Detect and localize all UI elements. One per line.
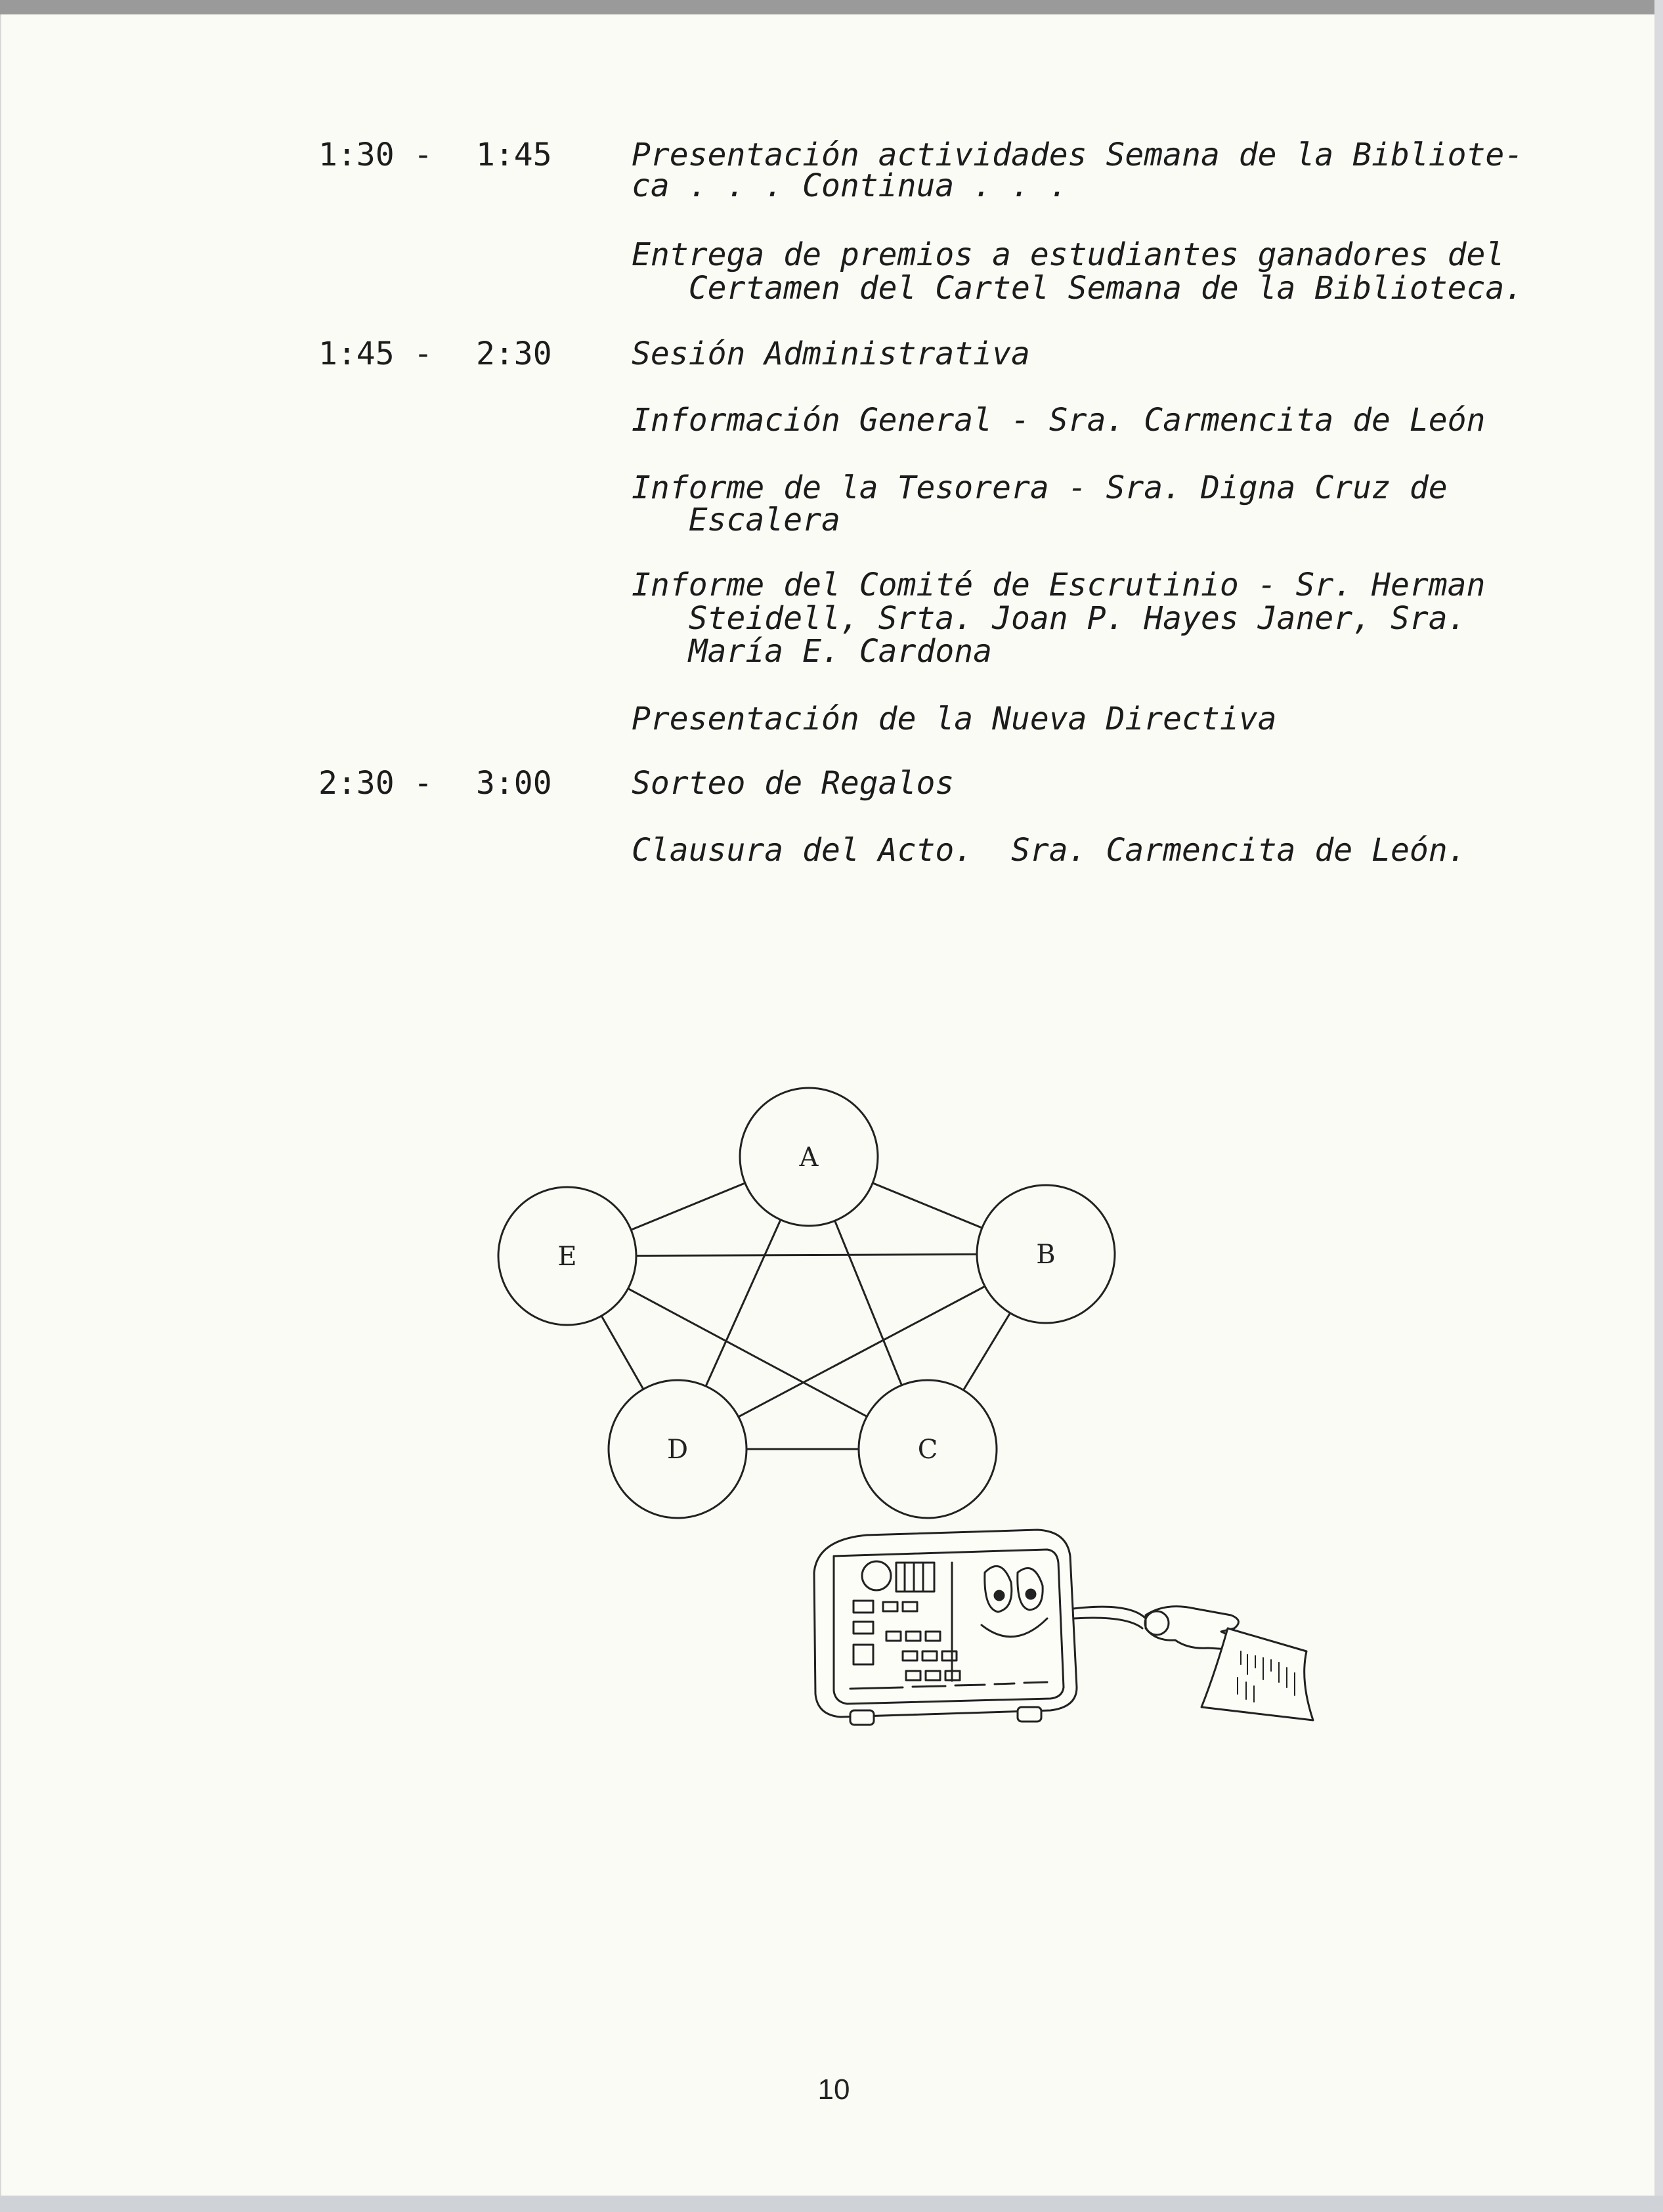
agenda-line: Steidell, Srta. Joan P. Hayes Janer, Sra. <box>632 600 1467 637</box>
agenda-line: Información General - Sra. Carmencita de León <box>632 402 1486 439</box>
time-end: 3:00 <box>476 765 552 802</box>
diagram-nodes <box>498 1088 1115 1518</box>
agenda-line: Informe del Comité de Escrutinio - Sr. Herman <box>632 567 1486 603</box>
agenda-line: Presentación de la Nueva Directiva <box>632 701 1277 737</box>
page-number: 10 <box>817 2073 850 2106</box>
node-label-d: D <box>666 1435 689 1465</box>
agenda-line: María E. Cardona <box>632 633 993 670</box>
scan-edge-bottom <box>0 2196 1663 2212</box>
time-dash: - <box>414 137 433 173</box>
time-end: 2:30 <box>476 336 552 372</box>
agenda-line: Informe de la Tesorera - Sra. Digna Cruz de <box>632 469 1448 506</box>
agenda <box>0 0 1654 919</box>
computer-mascot-icon <box>788 1510 1405 1760</box>
time-dash: - <box>414 765 433 802</box>
node-label-b: B <box>1036 1240 1056 1270</box>
time-dash: - <box>414 336 433 372</box>
time-start: 1:45 <box>318 336 395 372</box>
time-start: 2:30 <box>318 765 395 802</box>
node-label-e: E <box>557 1242 577 1272</box>
agenda-line: Certamen del Cartel Semana de la Biblioteca. <box>632 270 1524 307</box>
node-label-c: C <box>917 1435 938 1465</box>
agenda-line: Entrega de premios a estudiantes ganadores del <box>632 236 1505 273</box>
time-end: 1:45 <box>476 137 552 173</box>
node-label-a: A <box>799 1142 819 1173</box>
time-start: 1:30 <box>318 137 395 173</box>
scan-edge-right <box>1654 0 1663 2212</box>
agenda-line: Sorteo de Regalos <box>632 765 955 802</box>
agenda-line: Presentación actividades Semana de la Bibliote- <box>632 137 1524 173</box>
agenda-line: Clausura del Acto. Sra. Carmencita de León. <box>632 832 1467 869</box>
edge-b-e <box>567 1254 1046 1256</box>
agenda-line: ca . . . Continua . . . <box>632 167 1068 204</box>
agenda-line: Escalera <box>632 502 840 538</box>
agenda-line: Sesión Administrativa <box>632 336 1030 372</box>
network-diagram <box>486 1064 1142 1536</box>
